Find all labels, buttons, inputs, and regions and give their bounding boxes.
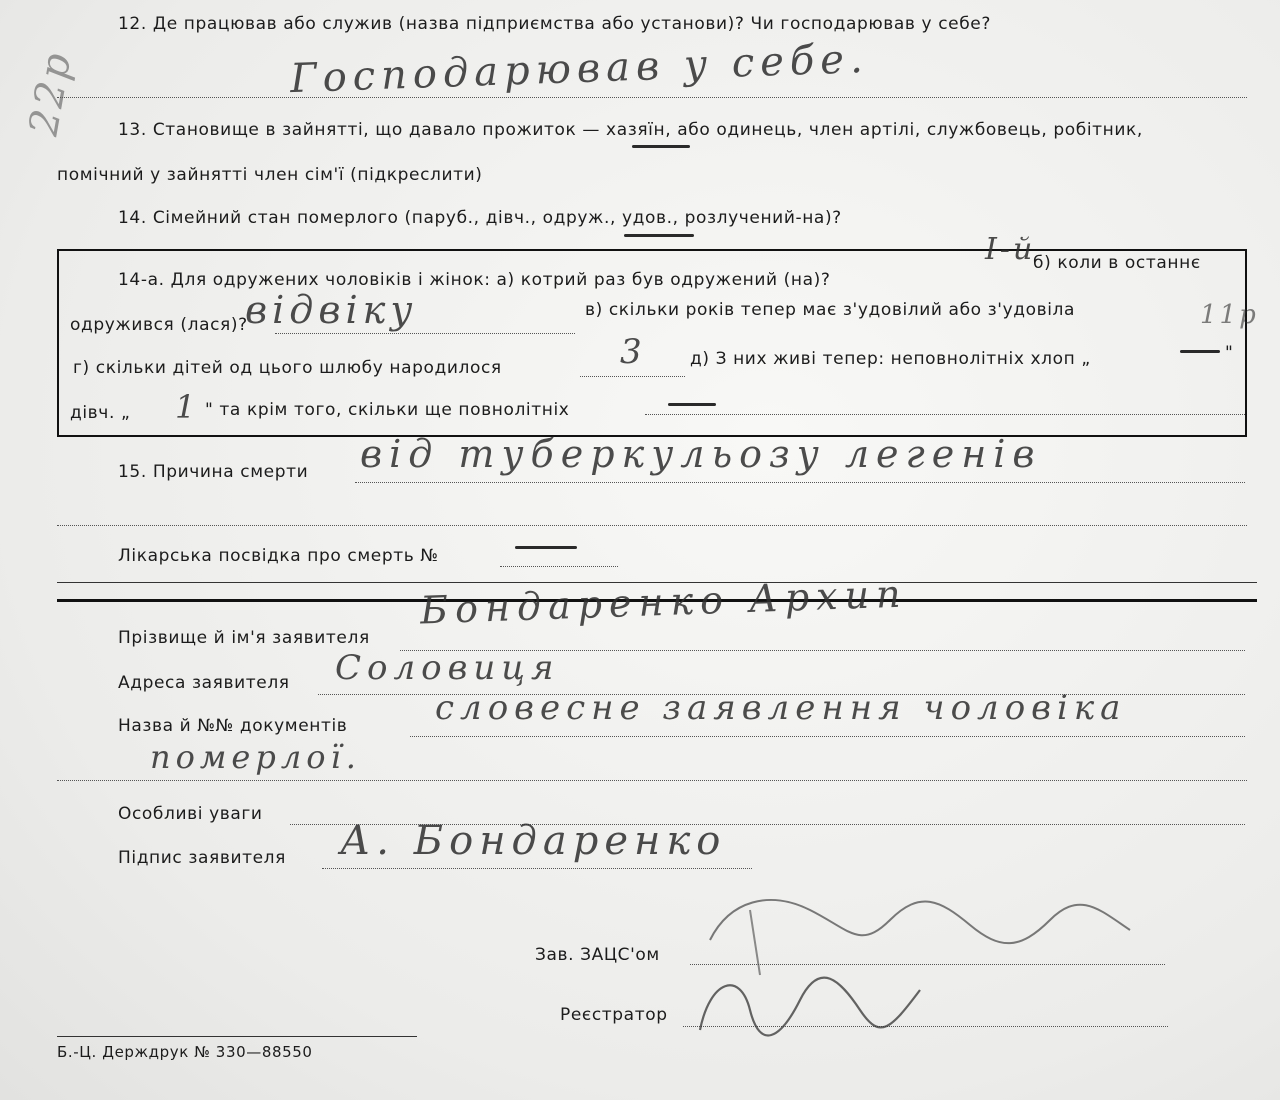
question-15-label: 15. Причина смерти xyxy=(118,462,309,482)
underline-khaziain xyxy=(632,145,690,148)
question-14a-line2b: в) скільки років тепер має з'удовілий або з'удовіла xyxy=(585,300,1076,320)
question-14a-line3a: г) скільки дітей од цього шлюбу народилося xyxy=(73,358,502,378)
question-14a-line1: 14-а. Для одружених чоловіків і жінок: а) котрий раз був одружений (на)? xyxy=(118,270,831,290)
question-12-label: 12. Де працював або служив (назва підприємства або установи)? Чи господарював у себе? xyxy=(118,14,991,34)
applicant-documents-value: словесне заявлення чоловіка xyxy=(435,688,1127,728)
registrar-label: Реєстратор xyxy=(560,1005,668,1025)
question-14a-line3c: " xyxy=(1225,343,1234,363)
answer-14a-d: 3 xyxy=(620,332,645,372)
applicant-documents-value-2: померлої. xyxy=(150,738,361,776)
applicant-signature-label: Підпис заявителя xyxy=(118,848,286,868)
margin-note-2: 11р xyxy=(1200,300,1259,330)
head-of-registry-label: Зав. ЗАЦС'ом xyxy=(535,945,660,965)
question-15-answer: від туберкульозу легенів xyxy=(360,432,1042,476)
applicant-signature-value: А. Бондаренко xyxy=(340,818,727,864)
margin-note: 22р xyxy=(20,46,81,140)
medical-certificate-answer xyxy=(515,546,577,549)
question-14-label: 14. Сімейний стан померлого (паруб., дівч., одруж., удов., розлучений-на)? xyxy=(118,208,842,228)
applicant-name-value: Бондаренко Архип xyxy=(419,571,909,633)
question-14a-line1b: б) коли в останнє xyxy=(1033,253,1201,273)
special-notes-label: Особливі уваги xyxy=(118,804,263,824)
applicant-address-label: Адреса заявителя xyxy=(118,673,290,693)
applicant-address-value: Соловиця xyxy=(335,648,560,688)
question-13-label-line1: 13. Становище в зайнятті, що давало прожиток — хазяїн, або одинець, член артілі, службовець, робітник, xyxy=(118,120,1143,140)
question-13-label-line2: помічний у зайнятті член сім'ї (підкреслити) xyxy=(57,165,483,185)
medical-certificate-label: Лікарська посвідка про смерть № xyxy=(118,546,439,566)
answer-14a-g xyxy=(668,403,716,406)
answer-14a-b: відвіку xyxy=(245,288,418,332)
question-12-answer: Господарював у себе. xyxy=(289,35,870,103)
question-14a-line2a: одружився (лася)? xyxy=(70,315,248,335)
question-14a-line3b: д) З них живі тепер: неповнолітніх хлоп „ xyxy=(690,349,1091,369)
applicant-documents-label: Назва й №№ документів xyxy=(118,716,348,736)
question-14a-line4a: дівч. „ xyxy=(70,403,131,423)
answer-14a-e xyxy=(1180,350,1220,353)
printer-imprint: Б.-Ц. Держдрук № 330—88550 xyxy=(57,1043,313,1061)
answer-14a-a: І-й xyxy=(985,232,1036,267)
answer-14a-f: 1 xyxy=(175,388,199,426)
underline-odruzh xyxy=(624,234,694,237)
question-14a-line4b: " та крім того, скільки ще повнолітніх xyxy=(205,400,570,420)
applicant-name-label: Прізвище й ім'я заявителя xyxy=(118,628,370,648)
registrar-signature xyxy=(680,960,940,1050)
